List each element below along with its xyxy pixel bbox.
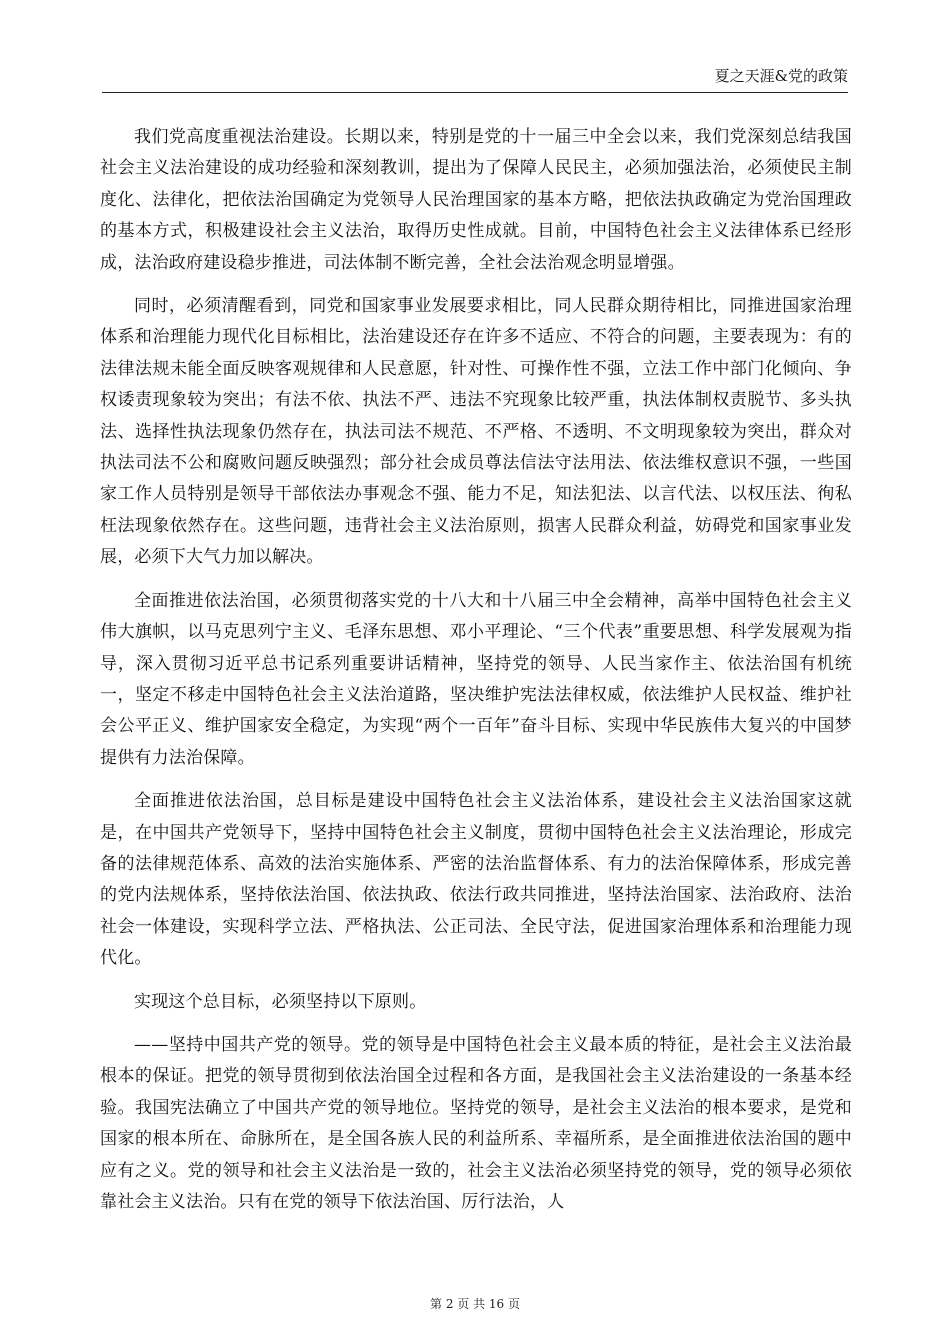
page-header — [102, 66, 848, 93]
paragraph: 实现这个总目标，必须坚持以下原则。 — [134, 991, 427, 1012]
paragraph: 同时，必须清醒看到，同党和国家事业发展要求相比，同人民群众期待相比，同推进国家治理体系和治理能力现代化目标相比，法治建设还存在许多不适应、不符合的问题，主要表现为：有的法律法规未能全面反映客观规律和人民意愿，针对性、可操作性不强，立法工作中部门化倾向、争权诿责现象较为突出；有法不依、执法不严、违法不究现象比较严重，执法体制权责脱节、多头执法、选择性执法现象仍然存在，执法司法不规范、不严格、不透明、不文明现象较为突出，群众对执法司法不公和腐败问题反映强烈；部分社会成员尊法信法守法用法、依法维权意识不强，一些国家工作人员特别是领导干部依法办事观念不强、能力不足，知法犯法、以言代法、以权压法、徇私枉法现象依然存在。这些问题，违背社会主义法治原则，损害人民群众利益，妨碍党和国家事业发展，必须下大气力加以解决。 — [100, 296, 852, 568]
page-footer — [0, 1296, 950, 1312]
header-title: 夏之天涯&党的政策 — [714, 67, 848, 85]
paragraph: 我们党高度重视法治建设。长期以来，特别是党的十一届三中全会以来，我们党深刻总结我国社会主义法治建设的成功经验和深刻教训，提出为了保障人民民主，必须加强法治，必须使民主制度化、法律化，把依法治国确定为党领导人民治理国家的基本方略，把依法执政确定为党治国理政的基本方式，积极建设社会主义法治，取得历史性成就。目前，中国特色社会主义法律体系已经形成，法治政府建设稳步推进，司法体制不断完善，全社会法治观念明显增强。 — [100, 127, 852, 273]
paragraph: 全面推进依法治国，总目标是建设中国特色社会主义法治体系，建设社会主义法治国家这就是，在中国共产党领导下，坚持中国特色社会主义制度，贯彻中国特色社会主义法治理论，形成完备的法律规范体系、高效的法治实施体系、严密的法治监督体系、有力的法治保障体系，形成完善的党内法规体系，坚持依法治国、依法执政、依法行政共同推进，坚持法治国家、法治政府、法治社会一体建设，实现科学立法、严格执法、公正司法、全民守法，促进国家治理体系和治理能力现代化。 — [100, 791, 852, 969]
paragraph: 全面推进依法治国，必须贯彻落实党的十八大和十八届三中全会精神，高举中国特色社会主义伟大旗帜，以马克思列宁主义、毛泽东思想、邓小平理论、“三个代表”重要思想、科学发展观为指导，深入贯彻习近平总书记系列重要讲话精神，坚持党的领导、人民当家作主、依法治国有机统一，坚定不移走中国特色社会主义法治道路，坚决维护宪法法律权威，依法维护人民权益、维护社会公平正义、维护国家安全稳定，为实现“两个一百年”奋斗目标、实现中华民族伟大复兴的中国梦提供有力法治保障。 — [100, 590, 852, 768]
document-body — [100, 122, 852, 1230]
paragraph: ——坚持中国共产党的领导。党的领导是中国特色社会主义最本质的特征，是社会主义法治最根本的保证。把党的领导贯彻到依法治国全过程和各方面，是我国社会主义法治建设的一条基本经验。我国宪法确立了中国共产党的领导地位。坚持党的领导，是社会主义法治的根本要求，是党和国家的根本所在、命脉所在，是全国各族人民的利益所系、幸福所系，是全面推进依法治国的题中应有之义。党的领导和社会主义法治是一致的，社会主义法治必须坚持党的领导，党的领导必须依靠社会主义法治。只有在党的领导下依法治国、厉行法治，人 — [100, 1034, 852, 1212]
page-number: 第 2 页 共 16 页 — [430, 1297, 520, 1311]
